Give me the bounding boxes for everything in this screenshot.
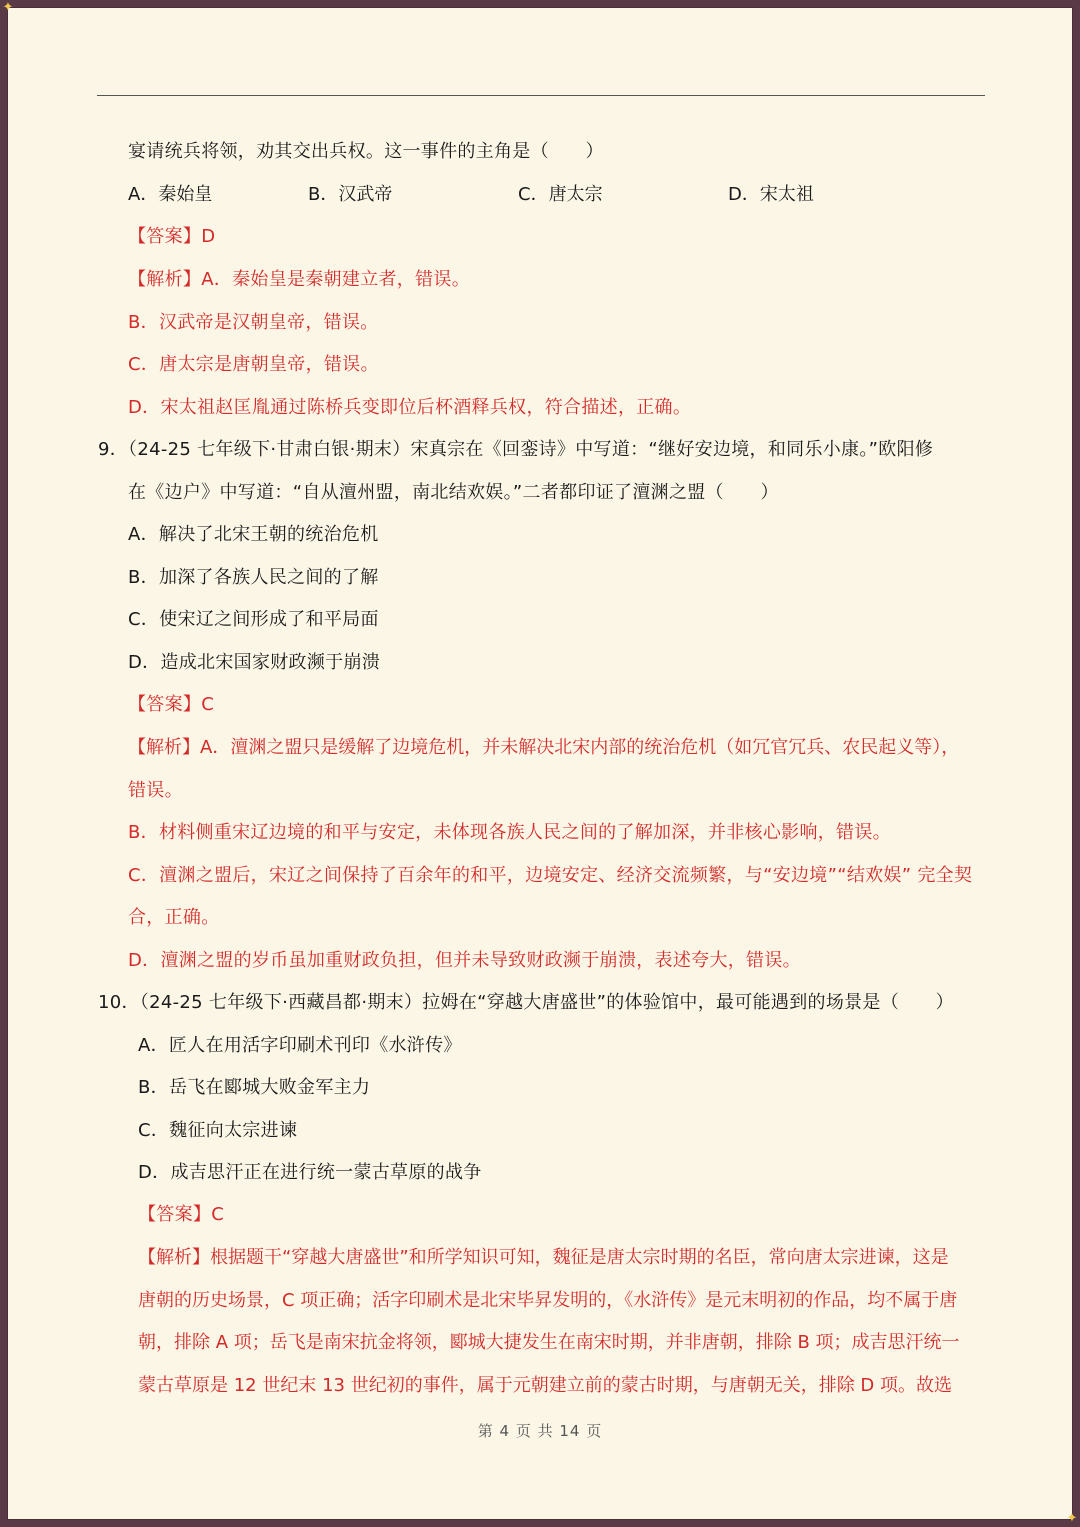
- q8-analysis-line: 【解析】A．秦始皇是秦朝建立者，错误。: [128, 269, 471, 290]
- q9-stem-line: 在《边户》中写道：“自从澶州盟，南北结欢娱。”二者都印证了澶渊之盟（ ）: [128, 482, 779, 503]
- q10-analysis-line: 【解析】根据题干“穿越大唐盛世”和所学知识可知，魏征是唐太宗时期的名臣，常向唐太宗进谏，这是: [138, 1247, 949, 1268]
- q10-analysis-line: 朝，排除 A 项；岳飞是南宋抗金将领，郾城大捷发生在南宋时期，并非唐朝，排除 B 项；成吉思汗统一: [138, 1332, 960, 1353]
- q9-analysis-line: B．材料侧重宋辽边境的和平与安定，未体现各族人民之间的了解加深，并非核心影响，错误。: [128, 822, 891, 843]
- q8-option-c: C．唐太宗: [518, 184, 603, 205]
- q8-analysis-line: C．唐太宗是唐朝皇帝，错误。: [128, 354, 379, 375]
- corner-star-icon: ✦: [1066, 1511, 1078, 1526]
- corner-star-icon: ✦: [2, 0, 14, 15]
- q9-stem-line: 9．（24-25 七年级下·甘肃白银·期末）宋真宗在《回銮诗》中写道：“继好安边境，和同乐小康。”欧阳修: [98, 439, 934, 460]
- q8-stem-tail: 宴请统兵将领，劝其交出兵权。这一事件的主角是（ ）: [128, 141, 604, 162]
- page-number-footer: 第 4 页 共 14 页: [477, 1422, 603, 1440]
- q10-stem: 10．（24-25 七年级下·西藏昌都·期末）拉姆在“穿越大唐盛世”的体验馆中，最可能遇到的场景是（ ）: [98, 992, 954, 1013]
- q8-analysis-line: D．宋太祖赵匡胤通过陈桥兵变即位后杯酒释兵权，符合描述，正确。: [128, 397, 692, 418]
- q9-analysis-line: C．澶渊之盟后，宋辽之间保持了百余年的和平，边境安定、经济交流频繁，与“安边境”“结欢娱” 完全契: [128, 865, 973, 886]
- q8-option-d: D．宋太祖: [728, 184, 814, 205]
- q8-option-a: A．秦始皇: [128, 184, 213, 205]
- q9-option-d: D．造成北宋国家财政濒于崩溃: [128, 652, 381, 673]
- q9-answer: 【答案】C: [128, 694, 215, 715]
- q8-analysis-line: B．汉武帝是汉朝皇帝，错误。: [128, 312, 379, 333]
- q10-analysis-line: 蒙古草原是 12 世纪末 13 世纪初的事件，属于元朝建立前的蒙古时期，与唐朝无关，排除 D 项。故选: [138, 1375, 952, 1396]
- q9-option-a: A．解决了北宋王朝的统治危机: [128, 524, 379, 545]
- q8-answer: 【答案】D: [128, 226, 216, 247]
- q10-option-d: D．成吉思汗正在进行统一蒙古草原的战争: [138, 1162, 482, 1183]
- q10-analysis-line: 唐朝的历史场景，C 项正确；活字印刷术是北宋毕昇发明的，《水浒传》是元末明初的作品，均不属于唐: [138, 1290, 958, 1311]
- q9-option-b: B．加深了各族人民之间的了解: [128, 567, 379, 588]
- q9-analysis-line: 【解析】A．澶渊之盟只是缓解了边境危机，并未解决北宋内部的统治危机（如冗官冗兵、农民起义等），: [128, 737, 960, 758]
- q10-option-b: B．岳飞在郾城大败金军主力: [138, 1077, 371, 1098]
- q8-option-b: B．汉武帝: [308, 184, 393, 205]
- q9-analysis-line: D．澶渊之盟的岁币虽加重财政负担，但并未导致财政濒于崩溃，表述夸大，错误。: [128, 950, 801, 971]
- q9-option-c: C．使宋辽之间形成了和平局面: [128, 609, 379, 630]
- q10-option-a: A．匠人在用活字印刷术刊印《水浒传》: [138, 1035, 462, 1056]
- q9-analysis-line: 合，正确。: [128, 907, 220, 928]
- q9-analysis-line: 错误。: [128, 780, 183, 801]
- q10-answer: 【答案】C: [138, 1204, 225, 1225]
- header-rule: [97, 95, 985, 96]
- q10-option-c: C．魏征向太宗进谏: [138, 1120, 298, 1141]
